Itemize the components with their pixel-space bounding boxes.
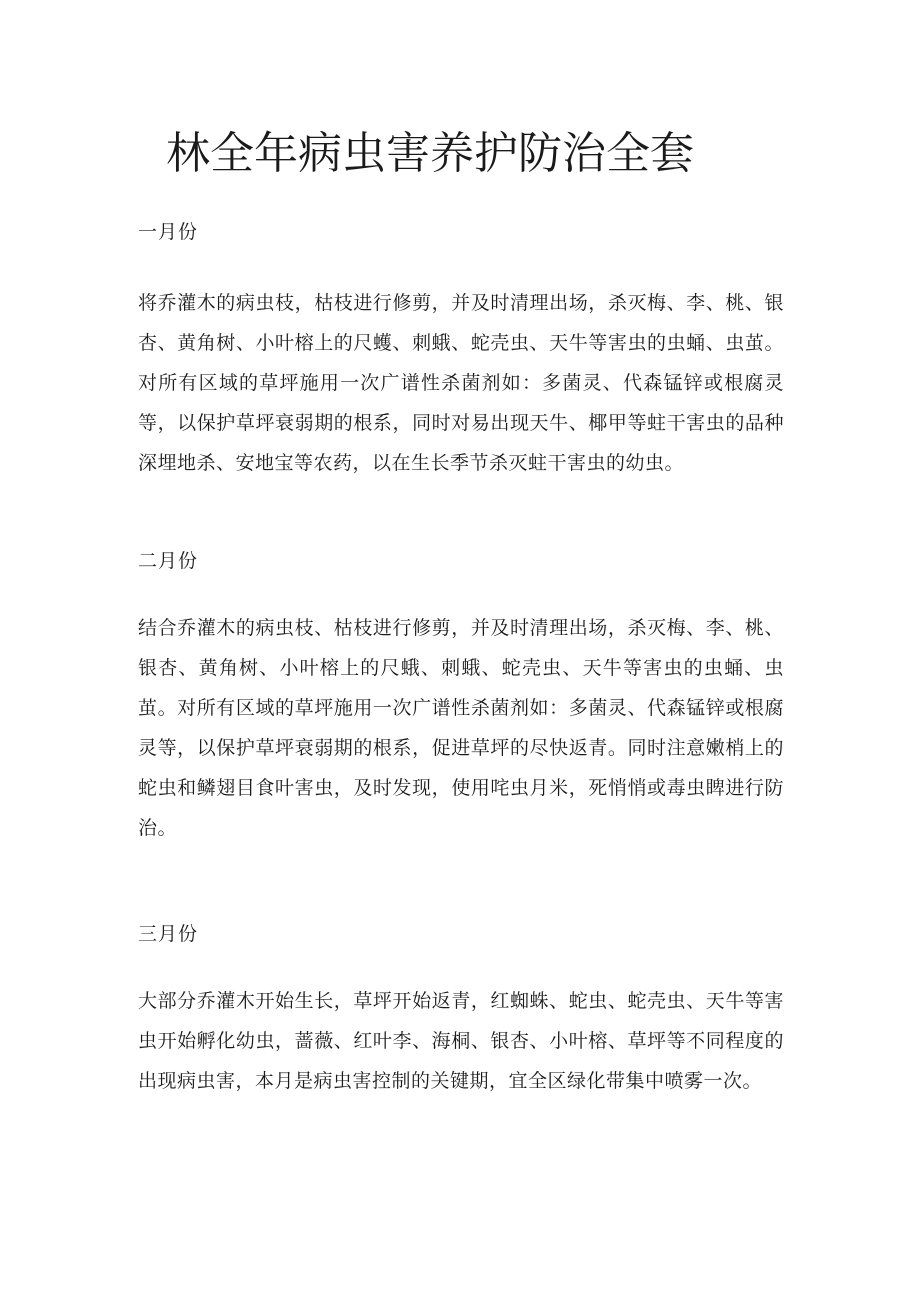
section-heading: 一月份 (138, 221, 199, 243)
section-body-january (138, 283, 784, 483)
section-heading: 三月份 (138, 923, 199, 945)
section-heading: 二月份 (138, 550, 199, 572)
section-paragraph: 将乔灌木的病虫枝，枯枝进行修剪，并及时清理出场，杀灭梅、李、桃、银杏、黄角树、小叶榕上的尺蠖、刺蛾、蛇壳虫、天牛等害虫的虫蛹、虫茧。对所有区域的草坪施用一次广谱性杀菌剂如：多菌灵、代森锰锌或根腐灵等，以保护草坪衰弱期的根系，同时对易出现天牛、椰甲等蛀干害虫的品种深埋地杀、安地宝等农药，以在生长季节杀灭蛀干害虫的幼虫。 (138, 292, 784, 474)
section-heading-march (138, 920, 784, 948)
section-heading-january (138, 218, 784, 246)
document-title (0, 122, 860, 186)
section-paragraph: 大部分乔灌木开始生长，草坪开始返青，红蜘蛛、蛇虫、蛇壳虫、天牛等害虫开始孵化幼虫，蔷薇、红叶李、海桐、银杏、小叶榕、草坪等不同程度的出现病虫害，本月是病虫害控制的关键期，宜全区绿化带集中喷雾一次。 (138, 990, 784, 1092)
section-body-february (138, 608, 784, 848)
document-title-text: 林全年病虫害养护防治全套 (166, 128, 694, 179)
section-paragraph: 结合乔灌木的病虫枝、枯枝进行修剪，并及时清理出场，杀灭梅、李、桃、银杏、黄角树、小叶榕上的尺蛾、刺蛾、蛇壳虫、天牛等害虫的虫蛹、虫茧。对所有区域的草坪施用一次广谱性杀菌剂如：多菌灵、代森锰锌或根腐灵等，以保护草坪衰弱期的根系，促进草坪的尽快返青。同时注意嫩梢上的蛇虫和鳞翅目食叶害虫，及时发现，使用咤虫月米，死悄悄或毒虫睥进行防治。 (138, 617, 784, 839)
section-body-march (138, 981, 784, 1101)
section-heading-february (138, 547, 784, 575)
